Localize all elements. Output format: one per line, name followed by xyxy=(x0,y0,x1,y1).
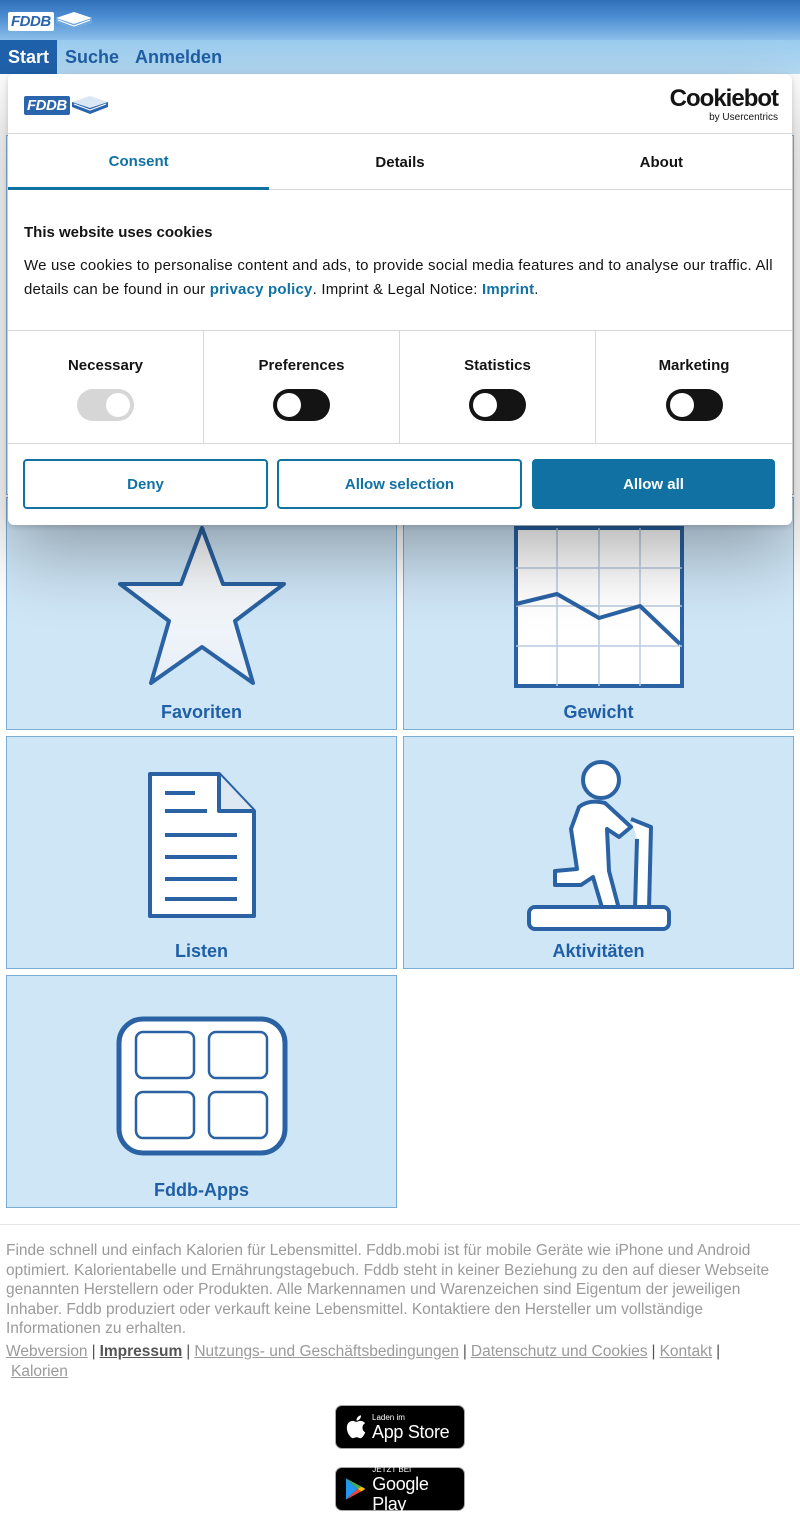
link-datenschutz[interactable]: Datenschutz und Cookies xyxy=(470,1343,648,1360)
logo-text: FDDB xyxy=(24,96,70,115)
deny-button[interactable]: Deny xyxy=(23,459,268,509)
fddb-logo[interactable] xyxy=(8,10,94,32)
necessary-toggle xyxy=(77,389,134,421)
cookie-consent-dialog xyxy=(8,74,792,525)
tile-listen[interactable] xyxy=(6,736,397,969)
book-icon xyxy=(54,10,94,32)
dialog-header xyxy=(8,74,792,134)
tile-label: Listen xyxy=(174,941,228,961)
star-icon xyxy=(112,526,292,691)
link-impressum[interactable]: Impressum xyxy=(99,1343,183,1360)
nav-start[interactable]: Start xyxy=(0,40,57,74)
preferences-toggle[interactable] xyxy=(273,389,330,421)
category-marketing xyxy=(596,331,792,443)
category-necessary xyxy=(8,331,204,443)
logo-text: FDDB xyxy=(8,12,54,31)
link-webversion[interactable]: Webversion xyxy=(6,1343,88,1360)
link-nutzungsbedingungen[interactable]: Nutzungs- und Geschäftsbedingungen xyxy=(194,1343,459,1360)
apps-grid-icon xyxy=(116,1016,288,1156)
privacy-policy-link[interactable]: privacy policy xyxy=(209,281,313,298)
tile-aktivitaeten[interactable] xyxy=(403,736,794,969)
site-header xyxy=(0,0,800,40)
dialog-buttons xyxy=(23,459,777,511)
category-statistics xyxy=(400,331,596,443)
dialog-description: We use cookies to personalise content and ads, to provide social media features and to analyse our traffic. All details can be found in our privacy policy. Imprint & Legal Notice: Imprint. xyxy=(24,257,773,298)
dialog-tabs xyxy=(8,135,792,190)
google-play-icon xyxy=(345,1477,366,1501)
tab-consent[interactable]: Consent xyxy=(8,135,269,190)
tab-details[interactable]: Details xyxy=(375,154,425,171)
nav-anmelden[interactable]: Anmelden xyxy=(135,46,223,67)
allow-all-button[interactable]: Allow all xyxy=(532,459,775,509)
tile-gewicht[interactable] xyxy=(403,497,794,730)
category-preferences xyxy=(204,331,400,443)
footer-divider xyxy=(0,1224,800,1225)
tile-label: Fddb-Apps xyxy=(154,1180,249,1200)
document-icon xyxy=(147,771,257,919)
book-icon xyxy=(70,94,110,116)
tile-label: Gewicht xyxy=(563,702,634,722)
dialog-heading: This website uses cookies xyxy=(24,224,213,241)
category-label: Statistics xyxy=(464,357,531,374)
tile-fddb-apps[interactable] xyxy=(6,975,397,1208)
tab-about[interactable]: About xyxy=(639,154,683,171)
tile-label: Aktivitäten xyxy=(552,941,645,961)
cookiebot-logo[interactable]: Cookiebot by Usercentrics xyxy=(669,85,778,123)
link-kalorien[interactable]: Kalorien xyxy=(11,1363,68,1380)
google-play-badge[interactable]: JETZT BEI Google Play xyxy=(335,1467,465,1511)
marketing-toggle[interactable] xyxy=(666,389,723,421)
cookie-categories xyxy=(8,330,792,444)
main-nav xyxy=(0,40,800,74)
category-label: Necessary xyxy=(67,357,144,374)
allow-selection-button[interactable]: Allow selection xyxy=(277,459,522,509)
imprint-link[interactable]: Imprint xyxy=(482,281,535,298)
footer-links: Webversion | Impressum | Nutzungs- und Geschäftsbedingungen | Datenschutz und Cookies | Kontakt | Kalorien xyxy=(6,1343,721,1380)
apple-icon xyxy=(346,1415,366,1439)
fddb-logo xyxy=(24,94,110,116)
category-label: Preferences xyxy=(258,357,345,374)
statistics-toggle[interactable] xyxy=(469,389,526,421)
footer-description: Finde schnell und einfach Kalorien für Lebensmittel. Fddb.mobi ist für mobile Geräte wie iPhone und Android optimiert. Kalorientabelle und Ernährungstagebuch. Fddb steht in keiner Beziehung zu den auf dieser Webseite genannten Herstellern oder Produkten. Alle Markennamen und Warenzeichen sind Eigentum der jeweiligen Inhaber. Fddb produziert oder verkauft keine Lebensmittel. Kontaktiere den Hersteller um vollständige Informationen zu erhalten. xyxy=(6,1242,770,1337)
tile-label: Favoriten xyxy=(160,702,243,722)
app-store-badge[interactable]: Laden im App Store xyxy=(335,1405,465,1449)
category-label: Marketing xyxy=(658,357,730,374)
nav-suche[interactable]: Suche xyxy=(65,46,120,67)
weight-chart-icon xyxy=(514,526,684,688)
tile-favoriten[interactable] xyxy=(6,497,397,730)
treadmill-icon xyxy=(519,759,679,934)
link-kontakt[interactable]: Kontakt xyxy=(659,1343,713,1360)
